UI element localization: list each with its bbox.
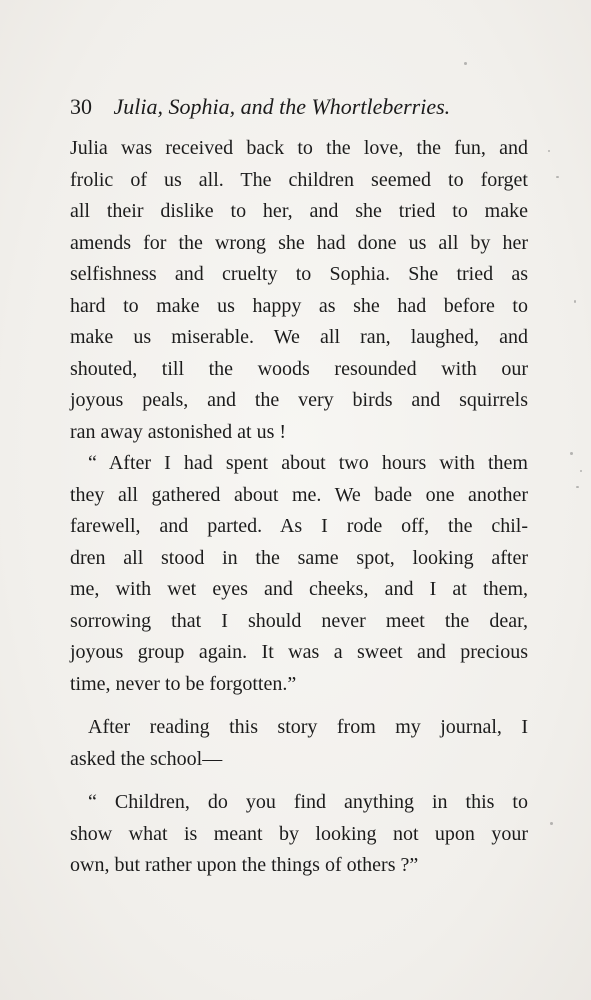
paper-speck — [550, 822, 553, 825]
paragraph-gap — [70, 775, 528, 787]
text-line: all their dislike to her, and she tried to make — [70, 200, 528, 222]
text-line: shouted, till the woods resounded with our — [70, 357, 528, 380]
text-line: Julia was received back to the love, the fun, and — [70, 137, 528, 159]
paper-speck — [556, 176, 559, 178]
text-line: farewell, and parted. As I rode off, the chil- — [70, 515, 528, 537]
text-line: joyous peals, and the very birds and squirrels — [70, 389, 528, 411]
text-line: sorrowing that I should never meet the dear, — [70, 609, 528, 632]
paper-speck — [580, 470, 582, 472]
text-line: show what is meant by looking not upon your — [70, 822, 528, 845]
paragraph-4 — [70, 787, 528, 882]
paper-speck — [574, 300, 576, 303]
text-line: amends for the wrong she had done us all by her — [70, 231, 528, 254]
text-line: joyous group again. It was a sweet and precious — [70, 641, 528, 663]
paragraph-1 — [70, 133, 528, 448]
text-line: me, with wet eyes and cheeks, and I at them, — [70, 578, 528, 600]
paper-speck — [576, 486, 579, 488]
text-line: own, but rather upon the things of others ?” — [70, 854, 419, 876]
text-line: they all gathered about me. We bade one another — [70, 483, 528, 506]
text-line: “ After I had spent about two hours with them — [88, 452, 528, 474]
text-line: time, never to be forgotten.” — [70, 672, 297, 695]
running-title: Julia, Sophia, and the Whortleberries. — [113, 94, 451, 119]
text-line: dren all stood in the same spot, looking after — [70, 546, 528, 569]
paragraph-3 — [70, 712, 528, 775]
body-text — [70, 133, 528, 882]
paper-speck — [464, 62, 467, 65]
text-line: selfishness and cruelty to Sophia. She tried as — [70, 263, 528, 285]
running-header — [70, 92, 530, 122]
text-line: hard to make us happy as she had before to — [70, 294, 528, 317]
paragraph-2 — [70, 448, 528, 700]
text-line: “ Children, do you find anything in this to — [88, 791, 528, 813]
page-number: 30 — [70, 94, 92, 119]
text-line: ran away astonished at us ! — [70, 420, 287, 443]
paper-speck — [570, 452, 573, 455]
text-line: asked the school— — [70, 747, 223, 770]
text-line: make us miserable. We all ran, laughed, and — [70, 326, 528, 348]
text-line: frolic of us all. The children seemed to forget — [70, 168, 528, 191]
paragraph-gap — [70, 700, 528, 712]
text-line: After reading this story from my journal, I — [88, 716, 528, 738]
paper-speck — [548, 150, 550, 152]
